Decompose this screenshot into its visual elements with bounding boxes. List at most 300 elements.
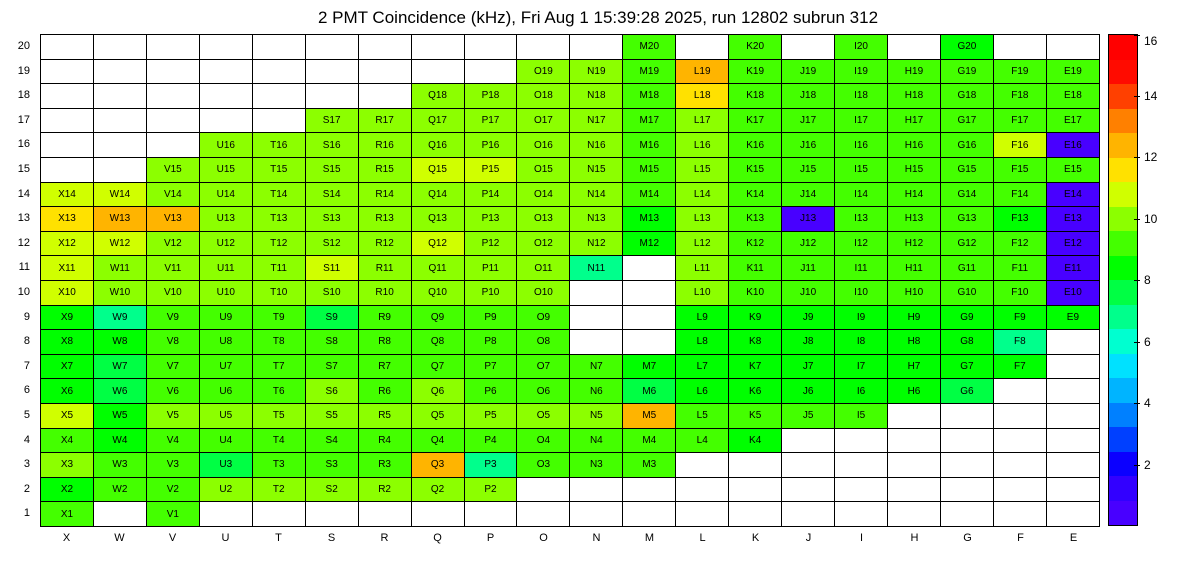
heatmap-cell[interactable]: O3: [517, 453, 570, 478]
heatmap-cell[interactable]: V2: [146, 477, 199, 502]
heatmap-cell[interactable]: T13: [252, 207, 305, 232]
heatmap-cell[interactable]: I19: [835, 59, 888, 84]
heatmap-cell[interactable]: N18: [570, 84, 623, 109]
heatmap-cell[interactable]: Q5: [411, 403, 464, 428]
heatmap-cell[interactable]: G13: [940, 207, 993, 232]
heatmap-cell[interactable]: F7: [993, 354, 1046, 379]
heatmap-cell[interactable]: N14: [570, 182, 623, 207]
heatmap-cell[interactable]: E18: [1046, 84, 1099, 109]
heatmap-cell[interactable]: I6: [835, 379, 888, 404]
heatmap-cell[interactable]: P7: [464, 354, 517, 379]
heatmap-cell[interactable]: S12: [305, 231, 358, 256]
heatmap-cell[interactable]: T3: [252, 453, 305, 478]
heatmap-cell[interactable]: K19: [729, 59, 782, 84]
heatmap-cell[interactable]: K8: [729, 330, 782, 355]
heatmap-cell[interactable]: J8: [782, 330, 835, 355]
heatmap-cell[interactable]: V12: [146, 231, 199, 256]
heatmap-cell[interactable]: H9: [888, 305, 941, 330]
heatmap-cell[interactable]: F16: [993, 133, 1046, 158]
heatmap-cell[interactable]: M16: [623, 133, 676, 158]
heatmap-cell[interactable]: N5: [570, 403, 623, 428]
heatmap-cell[interactable]: R2: [358, 477, 411, 502]
heatmap-cell[interactable]: L10: [676, 280, 729, 305]
heatmap-cell[interactable]: G6: [940, 379, 993, 404]
heatmap-cell[interactable]: I18: [835, 84, 888, 109]
heatmap-cell[interactable]: U9: [199, 305, 252, 330]
heatmap-cell[interactable]: T14: [252, 182, 305, 207]
heatmap-cell[interactable]: R3: [358, 453, 411, 478]
heatmap-cell[interactable]: I11: [835, 256, 888, 281]
heatmap-cell[interactable]: N19: [570, 59, 623, 84]
heatmap-cell[interactable]: R9: [358, 305, 411, 330]
heatmap-cell[interactable]: H10: [888, 280, 941, 305]
heatmap-cell[interactable]: K9: [729, 305, 782, 330]
heatmap-cell[interactable]: W12: [93, 231, 146, 256]
heatmap-cell[interactable]: H8: [888, 330, 941, 355]
heatmap-cell[interactable]: O12: [517, 231, 570, 256]
heatmap-cell[interactable]: R14: [358, 182, 411, 207]
heatmap-cell[interactable]: M4: [623, 428, 676, 453]
heatmap-cell[interactable]: K20: [729, 35, 782, 60]
heatmap-cell[interactable]: U15: [199, 157, 252, 182]
heatmap-cell[interactable]: K14: [729, 182, 782, 207]
heatmap-cell[interactable]: H17: [888, 108, 941, 133]
heatmap-cell[interactable]: Q13: [411, 207, 464, 232]
heatmap-cell[interactable]: M6: [623, 379, 676, 404]
heatmap-cell[interactable]: S11: [305, 256, 358, 281]
heatmap-cell[interactable]: T2: [252, 477, 305, 502]
heatmap-cell[interactable]: O17: [517, 108, 570, 133]
heatmap-cell[interactable]: K12: [729, 231, 782, 256]
heatmap-cell[interactable]: S2: [305, 477, 358, 502]
heatmap-cell[interactable]: J13: [782, 207, 835, 232]
heatmap-cell[interactable]: X1: [41, 502, 94, 527]
heatmap-cell[interactable]: G12: [940, 231, 993, 256]
heatmap-cell[interactable]: L12: [676, 231, 729, 256]
heatmap-cell[interactable]: S8: [305, 330, 358, 355]
heatmap-cell[interactable]: N16: [570, 133, 623, 158]
heatmap-cell[interactable]: Q12: [411, 231, 464, 256]
heatmap-cell[interactable]: Q15: [411, 157, 464, 182]
heatmap-cell[interactable]: O19: [517, 59, 570, 84]
heatmap-cell[interactable]: G7: [940, 354, 993, 379]
heatmap-cell[interactable]: U2: [199, 477, 252, 502]
heatmap-cell[interactable]: W11: [93, 256, 146, 281]
heatmap-cell[interactable]: I17: [835, 108, 888, 133]
heatmap-cell[interactable]: K16: [729, 133, 782, 158]
heatmap-cell[interactable]: Q11: [411, 256, 464, 281]
heatmap-cell[interactable]: X5: [41, 403, 94, 428]
heatmap-cell[interactable]: S3: [305, 453, 358, 478]
heatmap-cell[interactable]: X7: [41, 354, 94, 379]
heatmap-cell[interactable]: Q2: [411, 477, 464, 502]
heatmap-cell[interactable]: U6: [199, 379, 252, 404]
heatmap-cell[interactable]: W7: [93, 354, 146, 379]
heatmap-cell[interactable]: M7: [623, 354, 676, 379]
heatmap-cell[interactable]: K18: [729, 84, 782, 109]
heatmap-cell[interactable]: H14: [888, 182, 941, 207]
heatmap-cell[interactable]: O5: [517, 403, 570, 428]
heatmap-cell[interactable]: K4: [729, 428, 782, 453]
heatmap-cell[interactable]: H15: [888, 157, 941, 182]
heatmap-cell[interactable]: P5: [464, 403, 517, 428]
heatmap-cell[interactable]: I15: [835, 157, 888, 182]
heatmap-cell[interactable]: V6: [146, 379, 199, 404]
heatmap-cell[interactable]: T6: [252, 379, 305, 404]
heatmap-cell[interactable]: M17: [623, 108, 676, 133]
heatmap-cell[interactable]: L7: [676, 354, 729, 379]
heatmap-cell[interactable]: Q14: [411, 182, 464, 207]
heatmap-cell[interactable]: Q7: [411, 354, 464, 379]
heatmap-cell[interactable]: T11: [252, 256, 305, 281]
heatmap-cell[interactable]: N3: [570, 453, 623, 478]
heatmap-cell[interactable]: K5: [729, 403, 782, 428]
heatmap-cell[interactable]: V14: [146, 182, 199, 207]
heatmap-cell[interactable]: X4: [41, 428, 94, 453]
heatmap-cell[interactable]: G17: [940, 108, 993, 133]
heatmap-cell[interactable]: R12: [358, 231, 411, 256]
heatmap-cell[interactable]: O8: [517, 330, 570, 355]
heatmap-cell[interactable]: V9: [146, 305, 199, 330]
heatmap-cell[interactable]: O13: [517, 207, 570, 232]
heatmap-cell[interactable]: P10: [464, 280, 517, 305]
heatmap-cell[interactable]: L5: [676, 403, 729, 428]
heatmap-cell[interactable]: P9: [464, 305, 517, 330]
heatmap-cell[interactable]: T8: [252, 330, 305, 355]
heatmap-cell[interactable]: L14: [676, 182, 729, 207]
heatmap-cell[interactable]: U10: [199, 280, 252, 305]
heatmap-cell[interactable]: L4: [676, 428, 729, 453]
heatmap-cell[interactable]: T5: [252, 403, 305, 428]
heatmap-cell[interactable]: W5: [93, 403, 146, 428]
heatmap-cell[interactable]: K13: [729, 207, 782, 232]
heatmap-cell[interactable]: J12: [782, 231, 835, 256]
heatmap-cell[interactable]: K17: [729, 108, 782, 133]
heatmap-cell[interactable]: L18: [676, 84, 729, 109]
heatmap-cell[interactable]: S17: [305, 108, 358, 133]
heatmap-cell[interactable]: F12: [993, 231, 1046, 256]
heatmap-cell[interactable]: H11: [888, 256, 941, 281]
heatmap-cell[interactable]: K15: [729, 157, 782, 182]
heatmap-cell[interactable]: R4: [358, 428, 411, 453]
heatmap-cell[interactable]: P4: [464, 428, 517, 453]
heatmap-cell[interactable]: F13: [993, 207, 1046, 232]
heatmap-cell[interactable]: X6: [41, 379, 94, 404]
heatmap-cell[interactable]: T10: [252, 280, 305, 305]
heatmap-cell[interactable]: E16: [1046, 133, 1099, 158]
heatmap-cell[interactable]: Q3: [411, 453, 464, 478]
heatmap-cell[interactable]: I9: [835, 305, 888, 330]
heatmap-cell[interactable]: J5: [782, 403, 835, 428]
heatmap-cell[interactable]: J17: [782, 108, 835, 133]
heatmap-cell[interactable]: E17: [1046, 108, 1099, 133]
heatmap-cell[interactable]: V7: [146, 354, 199, 379]
heatmap-cell[interactable]: F18: [993, 84, 1046, 109]
heatmap-cell[interactable]: H16: [888, 133, 941, 158]
heatmap-cell[interactable]: M12: [623, 231, 676, 256]
heatmap-cell[interactable]: R13: [358, 207, 411, 232]
heatmap-cell[interactable]: U8: [199, 330, 252, 355]
heatmap-cell[interactable]: N4: [570, 428, 623, 453]
heatmap-cell[interactable]: M20: [623, 35, 676, 60]
heatmap-cell[interactable]: Q9: [411, 305, 464, 330]
heatmap-cell[interactable]: I20: [835, 35, 888, 60]
heatmap-cell[interactable]: U12: [199, 231, 252, 256]
heatmap-cell[interactable]: M19: [623, 59, 676, 84]
heatmap-cell[interactable]: V8: [146, 330, 199, 355]
heatmap-cell[interactable]: U7: [199, 354, 252, 379]
heatmap-cell[interactable]: W4: [93, 428, 146, 453]
heatmap-cell[interactable]: I16: [835, 133, 888, 158]
heatmap-cell[interactable]: S14: [305, 182, 358, 207]
heatmap-cell[interactable]: X12: [41, 231, 94, 256]
heatmap-cell[interactable]: X13: [41, 207, 94, 232]
heatmap-cell[interactable]: V10: [146, 280, 199, 305]
heatmap-cell[interactable]: G15: [940, 157, 993, 182]
heatmap-cell[interactable]: J10: [782, 280, 835, 305]
heatmap-cell[interactable]: X14: [41, 182, 94, 207]
heatmap-cell[interactable]: N13: [570, 207, 623, 232]
heatmap-cell[interactable]: S6: [305, 379, 358, 404]
heatmap-cell[interactable]: T12: [252, 231, 305, 256]
heatmap-cell[interactable]: M5: [623, 403, 676, 428]
heatmap-cell[interactable]: W9: [93, 305, 146, 330]
heatmap-cell[interactable]: L11: [676, 256, 729, 281]
heatmap-cell[interactable]: J18: [782, 84, 835, 109]
heatmap-cell[interactable]: X2: [41, 477, 94, 502]
heatmap-cell[interactable]: J14: [782, 182, 835, 207]
heatmap-cell[interactable]: P3: [464, 453, 517, 478]
heatmap-cell[interactable]: T16: [252, 133, 305, 158]
heatmap-cell[interactable]: P17: [464, 108, 517, 133]
heatmap-cell[interactable]: H19: [888, 59, 941, 84]
heatmap-cell[interactable]: R15: [358, 157, 411, 182]
heatmap-cell[interactable]: G18: [940, 84, 993, 109]
heatmap-cell[interactable]: K6: [729, 379, 782, 404]
heatmap-cell[interactable]: X11: [41, 256, 94, 281]
heatmap-cell[interactable]: Q6: [411, 379, 464, 404]
heatmap-cell[interactable]: P13: [464, 207, 517, 232]
heatmap-cell[interactable]: E9: [1046, 305, 1099, 330]
heatmap-cell[interactable]: R7: [358, 354, 411, 379]
heatmap-cell[interactable]: O7: [517, 354, 570, 379]
heatmap-cell[interactable]: W6: [93, 379, 146, 404]
heatmap-cell[interactable]: O16: [517, 133, 570, 158]
heatmap-cell[interactable]: P11: [464, 256, 517, 281]
heatmap-cell[interactable]: I14: [835, 182, 888, 207]
heatmap-cell[interactable]: H13: [888, 207, 941, 232]
heatmap-cell[interactable]: O18: [517, 84, 570, 109]
heatmap-cell[interactable]: M3: [623, 453, 676, 478]
heatmap-cell[interactable]: M13: [623, 207, 676, 232]
heatmap-cell[interactable]: E19: [1046, 59, 1099, 84]
heatmap-cell[interactable]: M18: [623, 84, 676, 109]
heatmap-cell[interactable]: O9: [517, 305, 570, 330]
heatmap-cell[interactable]: G16: [940, 133, 993, 158]
heatmap-cell[interactable]: P18: [464, 84, 517, 109]
heatmap-cell[interactable]: S7: [305, 354, 358, 379]
heatmap-cell[interactable]: I12: [835, 231, 888, 256]
heatmap-cell[interactable]: U11: [199, 256, 252, 281]
heatmap-cell[interactable]: I10: [835, 280, 888, 305]
heatmap-cell[interactable]: R16: [358, 133, 411, 158]
heatmap-cell[interactable]: Q4: [411, 428, 464, 453]
heatmap-cell[interactable]: F11: [993, 256, 1046, 281]
heatmap-cell[interactable]: H6: [888, 379, 941, 404]
heatmap-cell[interactable]: G9: [940, 305, 993, 330]
heatmap-cell[interactable]: G10: [940, 280, 993, 305]
heatmap-cell[interactable]: W3: [93, 453, 146, 478]
heatmap-cell[interactable]: J9: [782, 305, 835, 330]
heatmap-cell[interactable]: P15: [464, 157, 517, 182]
heatmap-cell[interactable]: S10: [305, 280, 358, 305]
heatmap-cell[interactable]: T4: [252, 428, 305, 453]
heatmap-cell[interactable]: O15: [517, 157, 570, 182]
heatmap-cell[interactable]: P8: [464, 330, 517, 355]
heatmap-cell[interactable]: O6: [517, 379, 570, 404]
heatmap-cell[interactable]: P2: [464, 477, 517, 502]
heatmap-cell[interactable]: L6: [676, 379, 729, 404]
heatmap-cell[interactable]: G8: [940, 330, 993, 355]
heatmap-cell[interactable]: K11: [729, 256, 782, 281]
heatmap-cell[interactable]: P12: [464, 231, 517, 256]
heatmap-cell[interactable]: E10: [1046, 280, 1099, 305]
heatmap-cell[interactable]: L17: [676, 108, 729, 133]
heatmap-cell[interactable]: N7: [570, 354, 623, 379]
heatmap-cell[interactable]: F10: [993, 280, 1046, 305]
heatmap-cell[interactable]: U3: [199, 453, 252, 478]
heatmap-cell[interactable]: L15: [676, 157, 729, 182]
heatmap-cell[interactable]: U14: [199, 182, 252, 207]
heatmap-cell[interactable]: S9: [305, 305, 358, 330]
heatmap-cell[interactable]: R5: [358, 403, 411, 428]
heatmap-cell[interactable]: P16: [464, 133, 517, 158]
heatmap-cell[interactable]: V1: [146, 502, 199, 527]
heatmap-cell[interactable]: R11: [358, 256, 411, 281]
heatmap-cell[interactable]: E13: [1046, 207, 1099, 232]
heatmap-cell[interactable]: V15: [146, 157, 199, 182]
heatmap-cell[interactable]: L16: [676, 133, 729, 158]
heatmap-cell[interactable]: T7: [252, 354, 305, 379]
heatmap-cell[interactable]: J15: [782, 157, 835, 182]
heatmap-cell[interactable]: X10: [41, 280, 94, 305]
heatmap-cell[interactable]: F8: [993, 330, 1046, 355]
heatmap-cell[interactable]: U16: [199, 133, 252, 158]
heatmap-cell[interactable]: I8: [835, 330, 888, 355]
heatmap-cell[interactable]: R6: [358, 379, 411, 404]
heatmap-cell[interactable]: S15: [305, 157, 358, 182]
heatmap-cell[interactable]: V13: [146, 207, 199, 232]
heatmap-cell[interactable]: M14: [623, 182, 676, 207]
heatmap-cell[interactable]: S16: [305, 133, 358, 158]
heatmap-cell[interactable]: O11: [517, 256, 570, 281]
heatmap-cell[interactable]: Q10: [411, 280, 464, 305]
heatmap-cell[interactable]: J11: [782, 256, 835, 281]
heatmap-cell[interactable]: E15: [1046, 157, 1099, 182]
heatmap-cell[interactable]: X9: [41, 305, 94, 330]
heatmap-cell[interactable]: P6: [464, 379, 517, 404]
heatmap-cell[interactable]: I13: [835, 207, 888, 232]
heatmap-cell[interactable]: J7: [782, 354, 835, 379]
heatmap-cell[interactable]: J16: [782, 133, 835, 158]
heatmap-cell[interactable]: K7: [729, 354, 782, 379]
heatmap-cell[interactable]: G19: [940, 59, 993, 84]
heatmap-cell[interactable]: I7: [835, 354, 888, 379]
heatmap-cell[interactable]: I5: [835, 403, 888, 428]
heatmap-cell[interactable]: K10: [729, 280, 782, 305]
heatmap-cell[interactable]: W14: [93, 182, 146, 207]
heatmap-cell[interactable]: R17: [358, 108, 411, 133]
heatmap-cell[interactable]: H18: [888, 84, 941, 109]
heatmap-cell[interactable]: G11: [940, 256, 993, 281]
heatmap-cell[interactable]: F9: [993, 305, 1046, 330]
heatmap-cell[interactable]: N17: [570, 108, 623, 133]
heatmap-cell[interactable]: J19: [782, 59, 835, 84]
heatmap-cell[interactable]: G14: [940, 182, 993, 207]
heatmap-cell[interactable]: L9: [676, 305, 729, 330]
heatmap-cell[interactable]: X8: [41, 330, 94, 355]
heatmap-cell[interactable]: N12: [570, 231, 623, 256]
heatmap-cell[interactable]: N11: [570, 256, 623, 281]
heatmap-cell[interactable]: N15: [570, 157, 623, 182]
heatmap-cell[interactable]: F19: [993, 59, 1046, 84]
heatmap-cell[interactable]: W13: [93, 207, 146, 232]
heatmap-cell[interactable]: T15: [252, 157, 305, 182]
heatmap-cell[interactable]: V4: [146, 428, 199, 453]
heatmap-cell[interactable]: V5: [146, 403, 199, 428]
heatmap-cell[interactable]: M15: [623, 157, 676, 182]
heatmap-cell[interactable]: Q8: [411, 330, 464, 355]
heatmap-cell[interactable]: V11: [146, 256, 199, 281]
heatmap-cell[interactable]: O10: [517, 280, 570, 305]
heatmap-cell[interactable]: H7: [888, 354, 941, 379]
heatmap-cell[interactable]: G20: [940, 35, 993, 60]
heatmap-cell[interactable]: E12: [1046, 231, 1099, 256]
heatmap-cell[interactable]: J6: [782, 379, 835, 404]
heatmap-cell[interactable]: O14: [517, 182, 570, 207]
heatmap-cell[interactable]: E11: [1046, 256, 1099, 281]
heatmap-cell[interactable]: S13: [305, 207, 358, 232]
heatmap-cell[interactable]: L8: [676, 330, 729, 355]
heatmap-cell[interactable]: O4: [517, 428, 570, 453]
heatmap-cell[interactable]: T9: [252, 305, 305, 330]
heatmap-cell[interactable]: Q18: [411, 84, 464, 109]
heatmap-cell[interactable]: U5: [199, 403, 252, 428]
heatmap-cell[interactable]: R8: [358, 330, 411, 355]
heatmap-cell[interactable]: Q16: [411, 133, 464, 158]
heatmap-cell[interactable]: L13: [676, 207, 729, 232]
heatmap-cell[interactable]: E14: [1046, 182, 1099, 207]
heatmap-cell[interactable]: V3: [146, 453, 199, 478]
heatmap-cell[interactable]: F17: [993, 108, 1046, 133]
heatmap-cell[interactable]: Q17: [411, 108, 464, 133]
heatmap-cell[interactable]: U13: [199, 207, 252, 232]
heatmap-cell[interactable]: L19: [676, 59, 729, 84]
heatmap-cell[interactable]: W2: [93, 477, 146, 502]
heatmap-cell[interactable]: S5: [305, 403, 358, 428]
heatmap-cell[interactable]: U4: [199, 428, 252, 453]
heatmap-cell[interactable]: P14: [464, 182, 517, 207]
heatmap-cell[interactable]: R10: [358, 280, 411, 305]
heatmap-cell[interactable]: W8: [93, 330, 146, 355]
heatmap-cell[interactable]: H12: [888, 231, 941, 256]
heatmap-cell[interactable]: N6: [570, 379, 623, 404]
heatmap-cell[interactable]: S4: [305, 428, 358, 453]
heatmap-cell[interactable]: F15: [993, 157, 1046, 182]
heatmap-cell[interactable]: W10: [93, 280, 146, 305]
heatmap-cell[interactable]: X3: [41, 453, 94, 478]
heatmap-cell[interactable]: F14: [993, 182, 1046, 207]
